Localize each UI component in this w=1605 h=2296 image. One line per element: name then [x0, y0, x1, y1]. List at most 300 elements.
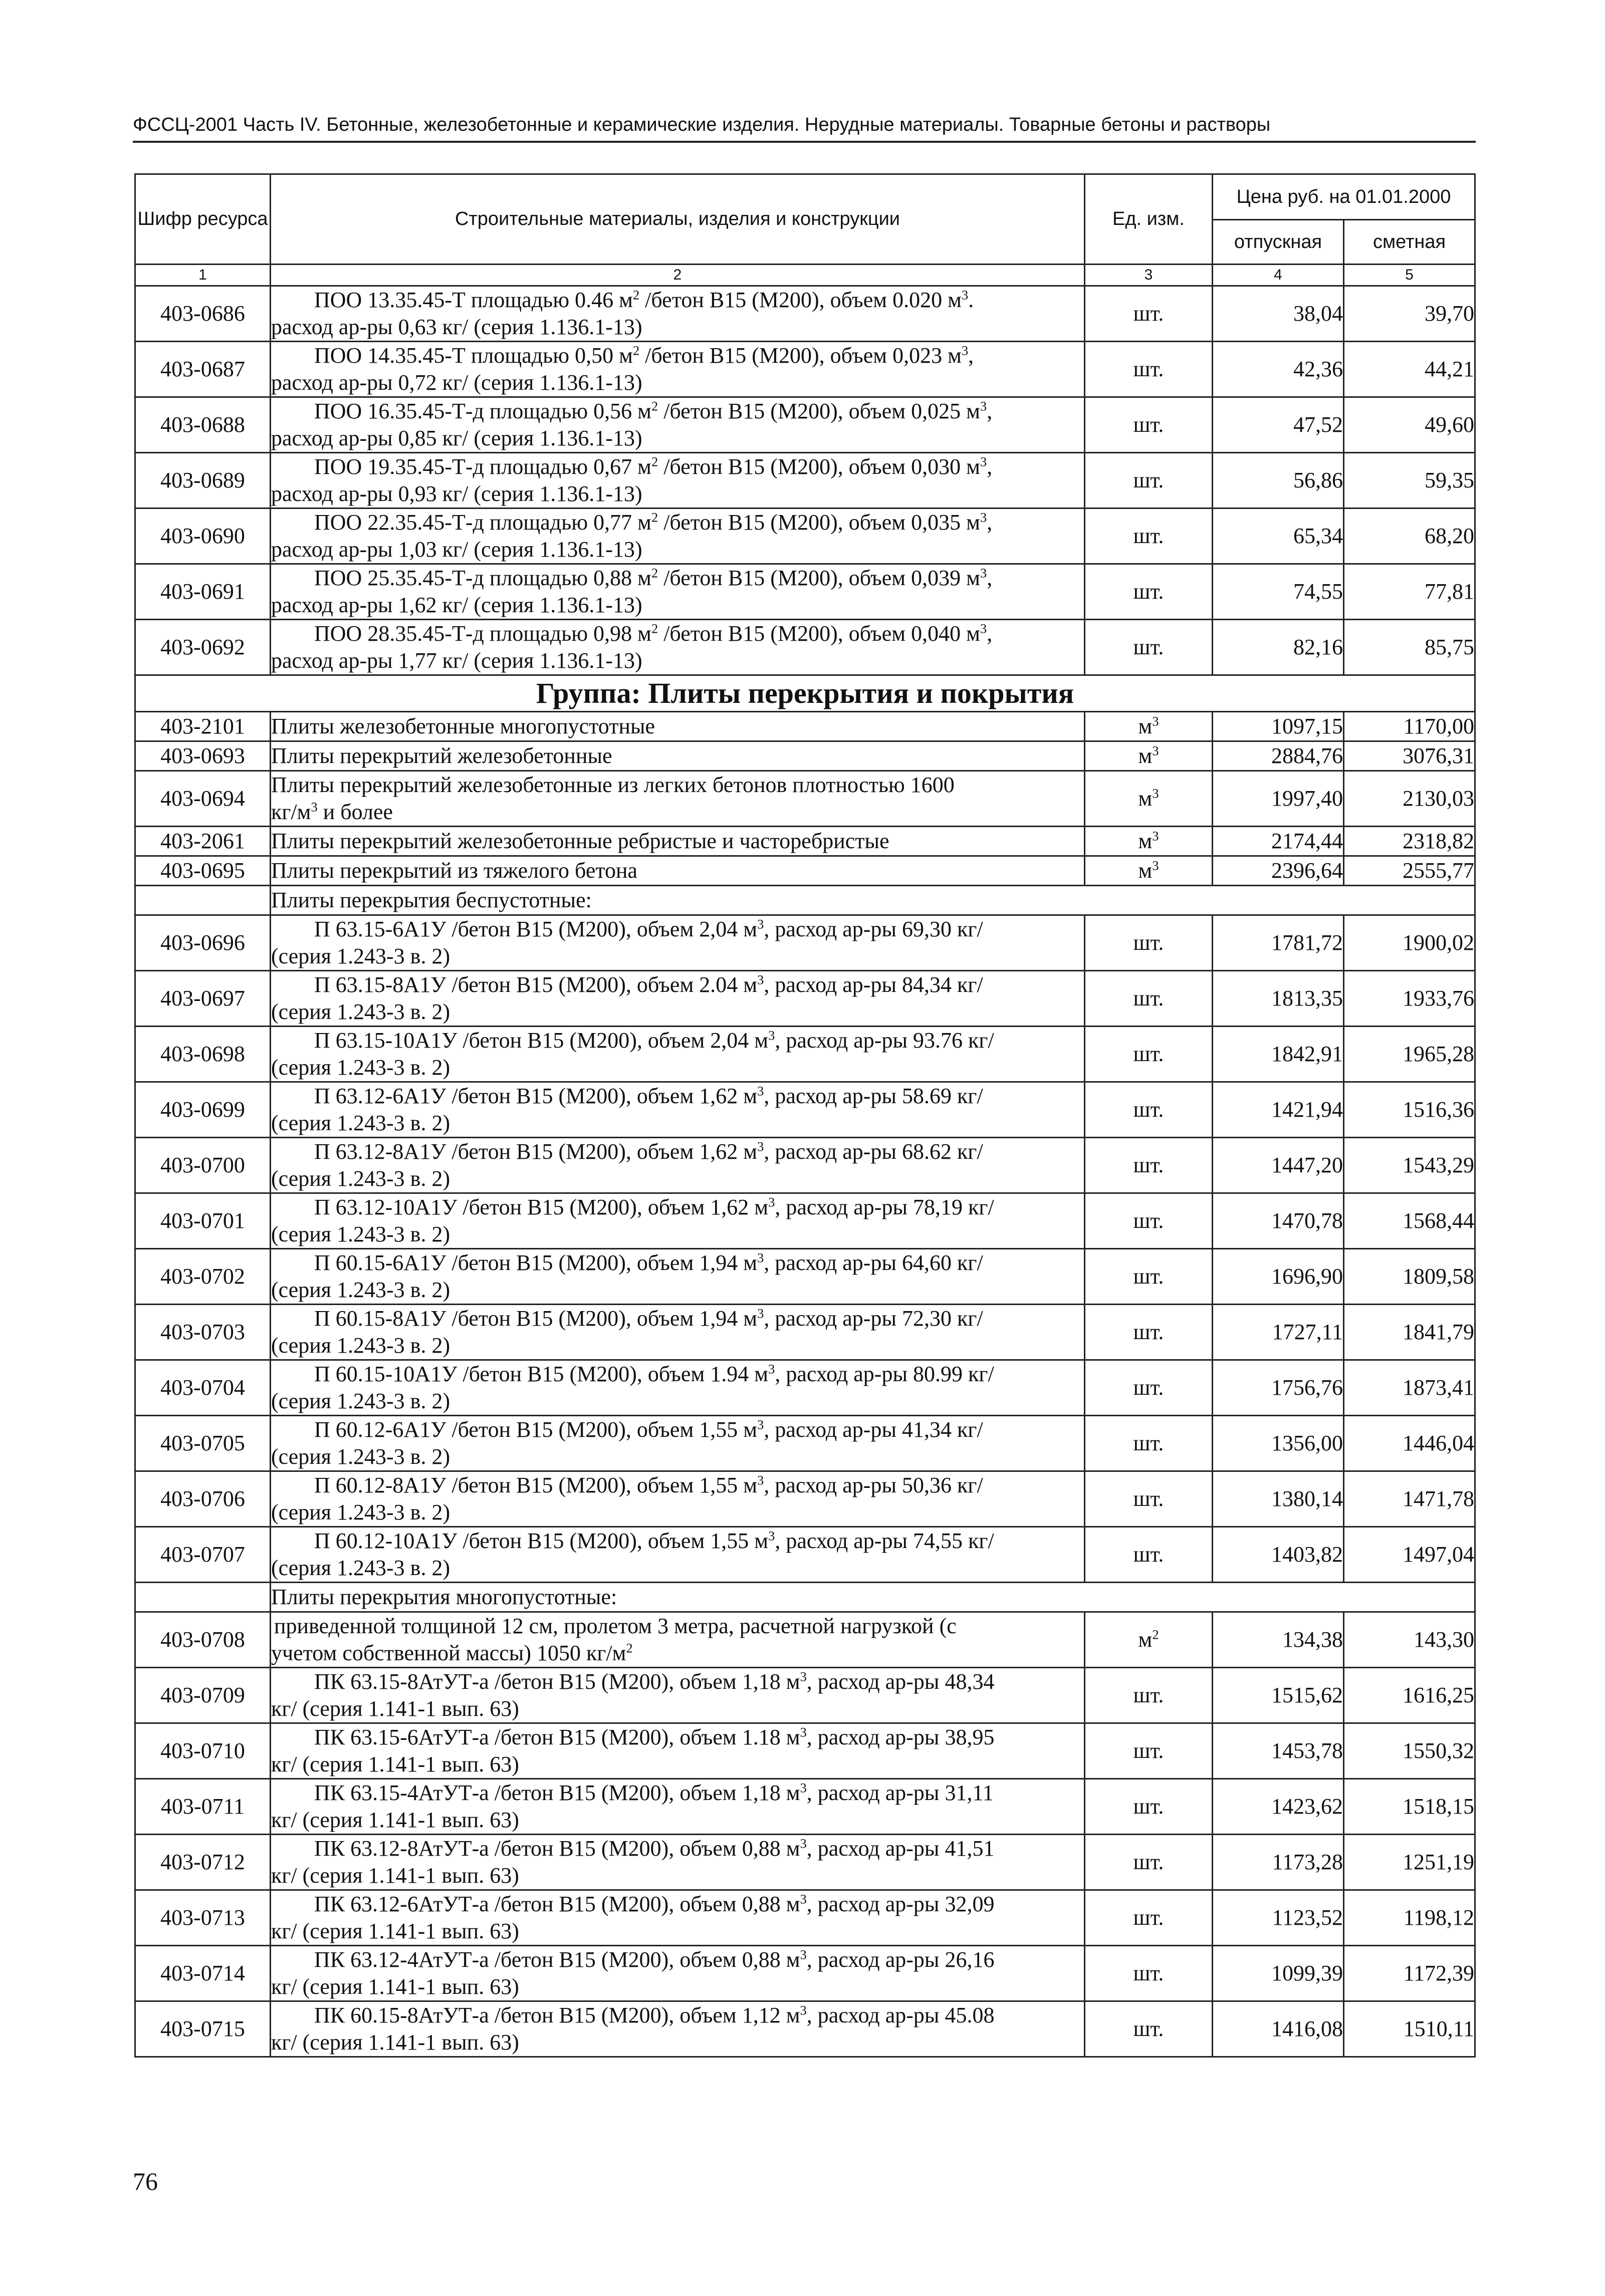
unit-text: м — [1138, 714, 1153, 738]
unit-of-measure — [1085, 741, 1213, 771]
description-text: Плиты перекрытий железобетонные из легких бетонов плотностью 1600 — [271, 773, 955, 797]
description-text: (серия 1.243-3 в. 2) — [271, 1333, 450, 1358]
unit-of-measure — [1085, 971, 1213, 1027]
item-description — [271, 1138, 1085, 1193]
table-row — [135, 1416, 1475, 1471]
description-line-1 — [271, 342, 1084, 369]
price-estimate: 1251,19 — [1344, 1835, 1475, 1890]
table-row — [135, 915, 1475, 971]
table-row — [135, 453, 1475, 508]
resource-code: 403-0704 — [135, 1360, 271, 1416]
resource-code: 403-0700 — [135, 1138, 271, 1193]
item-description — [271, 915, 1085, 971]
resource-code: 403-0698 — [135, 1027, 271, 1082]
description-text: Плиты перекрытий из тяжелого бетона — [271, 858, 638, 883]
superscript: 2 — [651, 621, 658, 636]
price-estimate: 1841,79 — [1344, 1305, 1475, 1360]
description-text: (серия 1.243-3 в. 2) — [271, 944, 450, 968]
superscript: 3 — [980, 398, 987, 414]
superscript: 3 — [757, 1417, 764, 1432]
description-text: /бетон В15 (М200), объем 0,039 м — [658, 566, 980, 590]
description-text: кг/ (серия 1.141-1 вып. 63) — [271, 2030, 519, 2055]
description-line-2 — [271, 1751, 1084, 1778]
description-text: , расход ар-ры 84,34 кг/ — [764, 972, 983, 997]
description-line-2 — [271, 480, 1084, 507]
description-text: , — [968, 343, 974, 368]
description-line-1 — [271, 565, 1084, 592]
superscript: 3 — [757, 1306, 764, 1321]
resource-code: 403-0712 — [135, 1835, 271, 1890]
price-sale: 1380,14 — [1213, 1471, 1344, 1527]
superscript: 3 — [768, 1194, 775, 1210]
resource-code: 403-0702 — [135, 1249, 271, 1305]
unit-text: шт. — [1133, 524, 1164, 548]
price-sale: 1356,00 — [1213, 1416, 1344, 1471]
group-heading: Группа: Плиты перекрытия и покрытия — [135, 675, 1475, 712]
description-text: П 63.15-10А1У /бетон В15 (М200), объем 2,04 м — [314, 1028, 769, 1053]
description-text: , расход ар-ры 69,30 кг/ — [764, 917, 983, 941]
resource-code: 403-0708 — [135, 1612, 271, 1668]
superscript: 3 — [757, 1250, 764, 1265]
superscript: 3 — [768, 1361, 775, 1377]
description-text: расход ар-ры 1,62 кг/ (серия 1.136.1-13) — [271, 593, 642, 617]
item-description — [271, 827, 1085, 856]
column-header-price-sale: отпускная — [1213, 220, 1344, 265]
description-text: расход ар-ры 0,85 кг/ (серия 1.136.1-13) — [271, 426, 642, 450]
superscript: 3 — [800, 1947, 807, 1962]
price-sale: 1997,40 — [1213, 771, 1344, 827]
superscript: 3 — [757, 916, 764, 932]
item-description — [271, 1890, 1085, 1946]
superscript: 2 — [632, 287, 640, 303]
item-description — [271, 1471, 1085, 1527]
description-text: (серия 1.243-3 в. 2) — [271, 1111, 450, 1135]
column-number-row — [135, 265, 1475, 286]
description-line-2 — [271, 1695, 1084, 1722]
description-text: , расход ар-ры 32,09 — [806, 1892, 995, 1916]
page-header: ФССЦ-2001 Часть IV. Бетонные, железобетонные и керамические изделия. Нерудные материалы. Товарные бетоны и растворы — [133, 114, 1476, 143]
description-line-2 — [271, 799, 1084, 826]
description-text: (серия 1.243-3 в. 2) — [271, 1055, 450, 1080]
price-estimate: 1965,28 — [1344, 1027, 1475, 1082]
description-text: /бетон В15 (М200), объем 0,025 м — [658, 399, 980, 423]
price-estimate: 1446,04 — [1344, 1416, 1475, 1471]
resource-code: 403-0690 — [135, 508, 271, 564]
table-row — [135, 856, 1475, 886]
description-text: кг/ (серия 1.141-1 вып. 63) — [271, 1752, 519, 1776]
superscript: 3 — [980, 509, 987, 525]
table-row — [135, 397, 1475, 453]
description-line-1 — [271, 1138, 1084, 1165]
unit-of-measure — [1085, 2001, 1213, 2057]
description-text: ПК 63.15-6АтУТ-а /бетон В15 (М200), объем 1.18 м — [314, 1725, 800, 1749]
description-line-1 — [271, 1668, 1084, 1695]
resource-code: 403-0707 — [135, 1527, 271, 1583]
superscript: 2 — [651, 398, 658, 414]
description-text: . — [968, 288, 974, 312]
price-sale: 47,52 — [1213, 397, 1344, 453]
description-text: , расход ар-ры 74,55 кг/ — [775, 1528, 994, 1553]
table-row — [135, 1835, 1475, 1890]
description-line-1 — [271, 916, 1084, 943]
description-text: расход ар-ры 1,77 кг/ (серия 1.136.1-13) — [271, 648, 642, 673]
item-description — [271, 1249, 1085, 1305]
resource-code: 403-0689 — [135, 453, 271, 508]
price-sale: 56,86 — [1213, 453, 1344, 508]
description-line-1 — [271, 1305, 1084, 1332]
description-text: ПК 60.15-8АтУТ-а /бетон В15 (М200), объем 1,12 м — [314, 2003, 800, 2027]
description-text: , расход ар-ры 41,51 — [806, 1836, 995, 1861]
resource-code: 403-0714 — [135, 1946, 271, 2001]
superscript: 3 — [1152, 743, 1159, 758]
resource-code: 403-0713 — [135, 1890, 271, 1946]
table-row — [135, 1193, 1475, 1249]
description-text: (серия 1.243-3 в. 2) — [271, 1278, 450, 1302]
price-sale: 1447,20 — [1213, 1138, 1344, 1193]
table-row — [135, 1471, 1475, 1527]
item-description — [271, 1305, 1085, 1360]
description-line-1 — [271, 1891, 1084, 1918]
superscript: 3 — [1152, 828, 1159, 844]
description-line-1 — [271, 1835, 1084, 1862]
description-text: (серия 1.243-3 в. 2) — [271, 1500, 450, 1524]
table-row — [135, 1723, 1475, 1779]
price-estimate: 77,81 — [1344, 564, 1475, 620]
column-number: 2 — [271, 265, 1085, 286]
unit-of-measure — [1085, 1612, 1213, 1668]
unit-of-measure — [1085, 342, 1213, 397]
price-sale: 38,04 — [1213, 286, 1344, 342]
description-text: , расход ар-ры 78,19 кг/ — [775, 1195, 994, 1219]
item-description — [271, 342, 1085, 397]
description-text: , — [987, 454, 993, 479]
superscript: 3 — [800, 1724, 807, 1740]
resource-code: 403-2061 — [135, 827, 271, 856]
description-text: , расход ар-ры 93.76 кг/ — [775, 1028, 994, 1053]
description-line-1 — [271, 772, 1084, 799]
description-line-2 — [271, 1332, 1084, 1359]
superscript: 3 — [800, 1891, 807, 1907]
description-line-1 — [271, 1361, 1084, 1388]
resource-code: 403-0693 — [135, 741, 271, 771]
description-text: , — [987, 621, 993, 646]
description-text: ПОО 28.35.45-Т-д площадью 0,98 м — [314, 621, 651, 646]
resource-code: 403-0688 — [135, 397, 271, 453]
description-line-2 — [271, 1221, 1084, 1248]
price-estimate: 1170,00 — [1344, 712, 1475, 741]
resource-code: 403-0691 — [135, 564, 271, 620]
superscript: 3 — [768, 1528, 775, 1544]
price-sale: 42,36 — [1213, 342, 1344, 397]
price-sale: 1403,82 — [1213, 1527, 1344, 1583]
superscript: 3 — [961, 343, 969, 358]
price-sale: 1421,94 — [1213, 1082, 1344, 1138]
subsection-row — [135, 1583, 1475, 1612]
item-description — [271, 1779, 1085, 1835]
description-text: , расход ар-ры 58.69 кг/ — [764, 1084, 983, 1108]
resource-code: 403-0699 — [135, 1082, 271, 1138]
superscript: 3 — [800, 1780, 807, 1796]
description-line-1 — [271, 971, 1084, 998]
description-text: ПОО 19.35.45-Т-д площадью 0,67 м — [314, 454, 651, 479]
description-text: , расход ар-ры 64,60 кг/ — [764, 1250, 983, 1275]
description-line-2 — [271, 1277, 1084, 1304]
price-estimate: 1900,02 — [1344, 915, 1475, 971]
item-description — [271, 397, 1085, 453]
table-row — [135, 1779, 1475, 1835]
price-sale: 1727,11 — [1213, 1305, 1344, 1360]
superscript: 3 — [980, 454, 987, 469]
unit-text: м — [1138, 786, 1153, 811]
description-text: , расход ар-ры 26,16 — [806, 1947, 995, 1972]
superscript: 3 — [1152, 713, 1159, 729]
description-line-1 — [271, 1779, 1084, 1807]
unit-text: шт. — [1133, 1208, 1164, 1233]
superscript: 3 — [800, 2002, 807, 2018]
item-description — [271, 856, 1085, 886]
table-row — [135, 342, 1475, 397]
item-description — [271, 620, 1085, 675]
description-text: /бетон В15 (М200), объем 0,023 м — [639, 343, 962, 368]
description-line-2 — [271, 314, 1084, 341]
unit-text: шт. — [1133, 1375, 1164, 1400]
table-row — [135, 771, 1475, 827]
table-row — [135, 1890, 1475, 1946]
description-line-2 — [271, 1054, 1084, 1081]
price-estimate: 1873,41 — [1344, 1360, 1475, 1416]
table-row — [135, 1612, 1475, 1668]
superscript: 3 — [800, 1836, 807, 1851]
resource-code: 403-0692 — [135, 620, 271, 675]
description-text: П 60.15-6А1У /бетон В15 (М200), объем 1,94 м — [314, 1250, 758, 1275]
description-text: кг/м — [271, 800, 311, 824]
column-header-price-estimate: сметная — [1344, 220, 1475, 265]
item-description — [271, 1193, 1085, 1249]
price-estimate: 1543,29 — [1344, 1138, 1475, 1193]
price-estimate: 1550,32 — [1344, 1723, 1475, 1779]
description-line-2 — [271, 1165, 1084, 1192]
unit-text: м — [1138, 743, 1153, 768]
price-estimate: 1497,04 — [1344, 1527, 1475, 1583]
unit-of-measure — [1085, 1416, 1213, 1471]
unit-text: шт. — [1133, 412, 1164, 437]
unit-text: шт. — [1133, 1153, 1164, 1177]
resource-code: 403-0705 — [135, 1416, 271, 1471]
table-row — [135, 286, 1475, 342]
resource-code: 403-0694 — [135, 771, 271, 827]
superscript: 3 — [980, 621, 987, 636]
column-number: 3 — [1085, 265, 1213, 286]
unit-of-measure — [1085, 1305, 1213, 1360]
unit-text: шт. — [1133, 1542, 1164, 1567]
description-text: расход ар-ры 0,93 кг/ (серия 1.136.1-13) — [271, 481, 642, 506]
table-row — [135, 2001, 1475, 2057]
unit-of-measure — [1085, 1360, 1213, 1416]
unit-text: шт. — [1133, 635, 1164, 659]
item-description — [271, 1946, 1085, 2001]
superscript: 2 — [632, 343, 640, 358]
description-text: (серия 1.243-3 в. 2) — [271, 1222, 450, 1246]
description-text: ПК 63.15-4АтУТ-а /бетон В15 (М200), объем 1,18 м — [314, 1780, 800, 1805]
description-line-1 — [271, 1249, 1084, 1277]
resource-code: 403-0696 — [135, 915, 271, 971]
price-sale: 1781,72 — [1213, 915, 1344, 971]
description-line-1 — [271, 398, 1084, 425]
description-line-2 — [271, 536, 1084, 563]
description-line-2 — [271, 647, 1084, 674]
unit-text: шт. — [1133, 1961, 1164, 1985]
item-description — [271, 1360, 1085, 1416]
description-text: , расход ар-ры 48,34 — [806, 1669, 995, 1694]
item-description — [271, 1612, 1085, 1668]
column-header-name: Строительные материалы, изделия и конструкции — [271, 174, 1085, 265]
table-row — [135, 564, 1475, 620]
resource-code: 403-0709 — [135, 1668, 271, 1723]
unit-of-measure — [1085, 1471, 1213, 1527]
unit-of-measure — [1085, 508, 1213, 564]
column-number: 1 — [135, 265, 271, 286]
unit-text: шт. — [1133, 1264, 1164, 1289]
superscript: 2 — [626, 1640, 633, 1656]
price-estimate: 3076,31 — [1344, 741, 1475, 771]
description-text: учетом собственной массы) 1050 кг/м — [271, 1641, 626, 1665]
resource-code: 403-0715 — [135, 2001, 271, 2057]
description-text: кг/ (серия 1.141-1 вып. 63) — [271, 1808, 519, 1832]
description-text: Плиты железобетонные многопустотные — [271, 714, 655, 738]
description-text: П 63.15-8А1У /бетон В15 (М200), объем 2.04 м — [314, 972, 758, 997]
price-estimate: 1510,11 — [1344, 2001, 1475, 2057]
price-estimate: 1516,36 — [1344, 1082, 1475, 1138]
item-description — [271, 508, 1085, 564]
description-line-1 — [271, 1724, 1084, 1751]
unit-of-measure — [1085, 1527, 1213, 1583]
subsection-row — [135, 886, 1475, 915]
table-row — [135, 1027, 1475, 1082]
item-description — [271, 971, 1085, 1027]
price-sale: 1470,78 — [1213, 1193, 1344, 1249]
description-text: , расход ар-ры 50,36 кг/ — [764, 1473, 983, 1497]
unit-text: шт. — [1133, 1042, 1164, 1066]
price-sale: 1423,62 — [1213, 1779, 1344, 1835]
item-description — [271, 2001, 1085, 2057]
description-text: ПОО 25.35.45-Т-д площадью 0,88 м — [314, 566, 651, 590]
unit-text: шт. — [1133, 930, 1164, 955]
price-estimate: 2555,77 — [1344, 856, 1475, 886]
description-line-2 — [271, 1388, 1084, 1415]
unit-of-measure — [1085, 712, 1213, 741]
table-row — [135, 620, 1475, 675]
description-text: ПОО 22.35.45-Т-д площадью 0,77 м — [314, 510, 651, 535]
description-line-2 — [271, 2029, 1084, 2056]
description-line-1 — [271, 1083, 1084, 1110]
price-sale: 1453,78 — [1213, 1723, 1344, 1779]
price-estimate: 1568,44 — [1344, 1193, 1475, 1249]
column-number: 5 — [1344, 265, 1475, 286]
description-text: , расход ар-ры 31,11 — [806, 1780, 994, 1805]
unit-of-measure — [1085, 1082, 1213, 1138]
description-text: ПОО 16.35.45-Т-д площадью 0,56 м — [314, 399, 651, 423]
description-text: , расход ар-ры 38,95 — [806, 1725, 995, 1749]
item-description — [271, 771, 1085, 827]
item-description — [271, 286, 1085, 342]
item-description — [271, 712, 1085, 741]
description-text: кг/ (серия 1.141-1 вып. 63) — [271, 1974, 519, 1999]
description-text: ПОО 13.35.45-Т площадью 0.46 м — [314, 288, 633, 312]
unit-text: шт. — [1133, 1097, 1164, 1122]
description-line-2 — [271, 1110, 1084, 1137]
resource-code: 403-0697 — [135, 971, 271, 1027]
price-estimate: 1172,39 — [1344, 1946, 1475, 2001]
unit-of-measure — [1085, 1946, 1213, 2001]
resource-code: 403-0695 — [135, 856, 271, 886]
price-estimate: 39,70 — [1344, 286, 1475, 342]
description-text: ПК 63.15-8АтУТ-а /бетон В15 (М200), объем 1,18 м — [314, 1669, 800, 1694]
unit-text: шт. — [1133, 468, 1164, 492]
description-text: , расход ар-ры 41,34 кг/ — [764, 1417, 983, 1442]
resource-code: 403-2101 — [135, 712, 271, 741]
price-estimate: 1809,58 — [1344, 1249, 1475, 1305]
unit-of-measure — [1085, 1890, 1213, 1946]
column-header-code: Шифр ресурса — [135, 174, 271, 265]
group-heading-row — [135, 675, 1475, 712]
description-text: (серия 1.243-3 в. 2) — [271, 1556, 450, 1580]
unit-of-measure — [1085, 827, 1213, 856]
description-text: П 63.12-8А1У /бетон В15 (М200), объем 1,62 м — [314, 1139, 758, 1164]
description-line-2 — [271, 425, 1084, 452]
price-sale: 134,38 — [1213, 1612, 1344, 1668]
unit-text: шт. — [1133, 1794, 1164, 1819]
description-line-2 — [271, 1640, 1084, 1667]
price-sale: 2884,76 — [1213, 741, 1344, 771]
price-sale: 1123,52 — [1213, 1890, 1344, 1946]
table-row — [135, 1249, 1475, 1305]
price-estimate: 1518,15 — [1344, 1779, 1475, 1835]
superscript: 3 — [1152, 858, 1159, 873]
unit-of-measure — [1085, 771, 1213, 827]
item-description — [271, 1416, 1085, 1471]
empty-cell — [135, 886, 271, 915]
price-estimate: 68,20 — [1344, 508, 1475, 564]
resource-code: 403-0687 — [135, 342, 271, 397]
description-text: /бетон В15 (М200), объем 0,040 м — [658, 621, 980, 646]
description-text: расход ар-ры 0,72 кг/ (серия 1.136.1-13) — [271, 370, 642, 395]
price-sale: 65,34 — [1213, 508, 1344, 564]
price-estimate: 59,35 — [1344, 453, 1475, 508]
item-description — [271, 453, 1085, 508]
price-estimate: 44,21 — [1344, 342, 1475, 397]
superscript: 3 — [961, 287, 969, 303]
table-row — [135, 1082, 1475, 1138]
resource-code: 403-0711 — [135, 1779, 271, 1835]
description-line-1 — [271, 1613, 1084, 1640]
superscript: 3 — [757, 1083, 764, 1099]
unit-of-measure — [1085, 1249, 1213, 1305]
unit-of-measure — [1085, 286, 1213, 342]
description-text: ПК 63.12-8АтУТ-а /бетон В15 (М200), объем 0,88 м — [314, 1836, 800, 1861]
superscript: 2 — [651, 565, 658, 581]
description-line-1 — [271, 453, 1084, 480]
unit-of-measure — [1085, 1138, 1213, 1193]
description-line-2 — [271, 592, 1084, 619]
price-sale: 82,16 — [1213, 620, 1344, 675]
resource-code: 403-0701 — [135, 1193, 271, 1249]
unit-text: шт. — [1133, 1738, 1164, 1763]
empty-cell — [135, 1583, 271, 1612]
description-line-2 — [271, 1499, 1084, 1526]
unit-text: шт. — [1133, 1486, 1164, 1511]
description-line-2 — [271, 998, 1084, 1026]
description-line-1 — [271, 1194, 1084, 1221]
